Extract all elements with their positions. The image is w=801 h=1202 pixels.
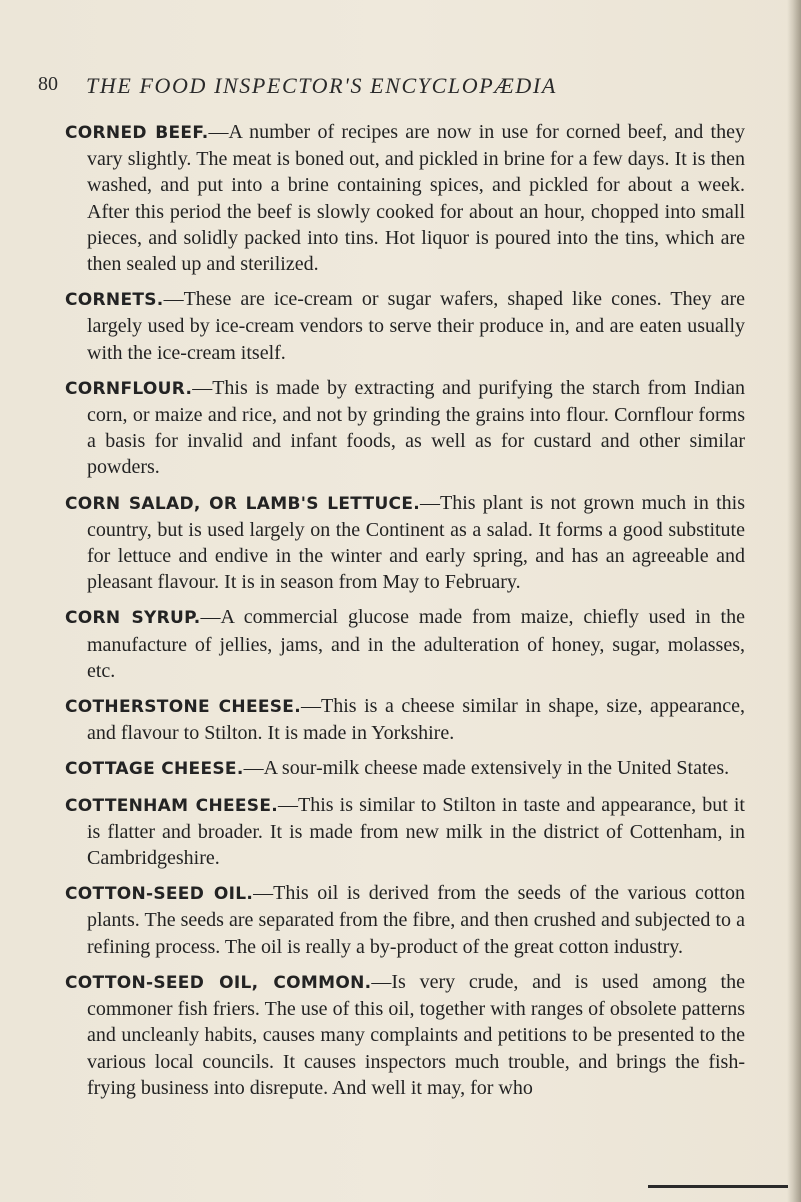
entry-cotton-seed-oil-common [65, 969, 745, 1101]
entry-term: COTTAGE CHEESE. [65, 759, 244, 780]
entry-term: CORN SALAD, OR LAMB'S LETTUCE. [65, 493, 420, 514]
entry-corn-salad [65, 490, 745, 596]
entry-body: —Is very crude, and is used among the commoner fish friers. The use of this oil, together with ranges of obsolete patterns and uncleanly habits, causes many complaints and petitions to be presented to the various local councils. It causes inspectors much trouble, and brings the fish-frying business into disrepute. And well it may, for who [87, 970, 745, 1099]
entry-cotherstone-cheese [65, 693, 745, 746]
entry-cotton-seed-oil [65, 880, 745, 960]
entry-term: CORNFLOUR. [65, 378, 193, 399]
entry-corn-syrup [65, 604, 745, 684]
bottom-rule [648, 1185, 788, 1188]
page-number: 80 [38, 73, 58, 95]
entry-cottage-cheese [65, 755, 745, 782]
entry-term: COTTON-SEED OIL. [65, 884, 254, 905]
entry-body: —A number of recipes are now in use for corned beef, and they vary slightly. The meat is boned out, and pickled in brine for a few days. It is then washed, and put into a brine containing spices, and pickled for about a week. After this period the beef is slowly cooked for about an hour, chopped into small pieces, and solidly packed into tins. Hot liquor is poured into the tins, which are then sealed up and sterilized. [87, 121, 745, 276]
page-edge-shadow [787, 0, 801, 1202]
entry-body: —This is made by extracting and purifying the starch from Indian corn, or maize and rice, and not by grinding the grains into flour. Cornflour forms a basis for invalid and infant foods, as well as for custard and other similar powders. [87, 376, 745, 479]
entry-body: —A sour-milk cheese made extensively in the United States. [243, 757, 730, 780]
entry-term: CORNETS. [65, 290, 164, 311]
entry-cornets [65, 286, 745, 366]
running-title: THE FOOD INSPECTOR'S ENCYCLOPÆDIA [86, 73, 557, 98]
entry-term: CORNED BEEF. [65, 123, 209, 143]
entry-cottenham-cheese [65, 792, 745, 872]
entry-cornflour [65, 375, 745, 481]
entry-term: COTHERSTONE CHEESE. [65, 697, 301, 718]
entry-body: —A commercial glucose made from maize, chiefly used in the manufacture of jellies, jams, and in the adulteration of honey, sugar, molasses, etc. [87, 606, 745, 682]
encyclopedia-entries [65, 119, 745, 1110]
entry-body: —These are ice-cream or sugar wafers, shaped like cones. They are largely used by ice-cream vendors to serve their produce in, and are eaten usually with the ice-cream itself. [87, 288, 745, 364]
entry-corned-beef [65, 119, 745, 277]
entry-body: —This is a cheese similar in shape, size, appearance, and flavour to Stilton. It is made in Yorkshire. [87, 695, 745, 745]
entry-body: —This oil is derived from the seeds of the various cotton plants. The seeds are separated from the fibre, and then crushed and subjected to a refining process. The oil is really a by-product of the great cotton industry. [87, 882, 745, 958]
entry-term: COTTENHAM CHEESE. [65, 795, 279, 816]
entry-term: COTTON-SEED OIL, COMMON. [65, 972, 372, 993]
entry-body: —This is similar to Stilton in taste and appearance, but it is flatter and broader. It is made from new milk in the district of Cottenham, in Cambridgeshire. [87, 793, 745, 870]
running-head [38, 73, 738, 107]
entry-term: CORN SYRUP. [65, 608, 201, 629]
entry-body: —This plant is not grown much in this country, but is used largely on the Continent as a salad. It forms a good substitute for lettuce and endive in the winter and early spring, and has an agreeable and pleasant flavour. It is in season from May to February. [87, 491, 745, 594]
